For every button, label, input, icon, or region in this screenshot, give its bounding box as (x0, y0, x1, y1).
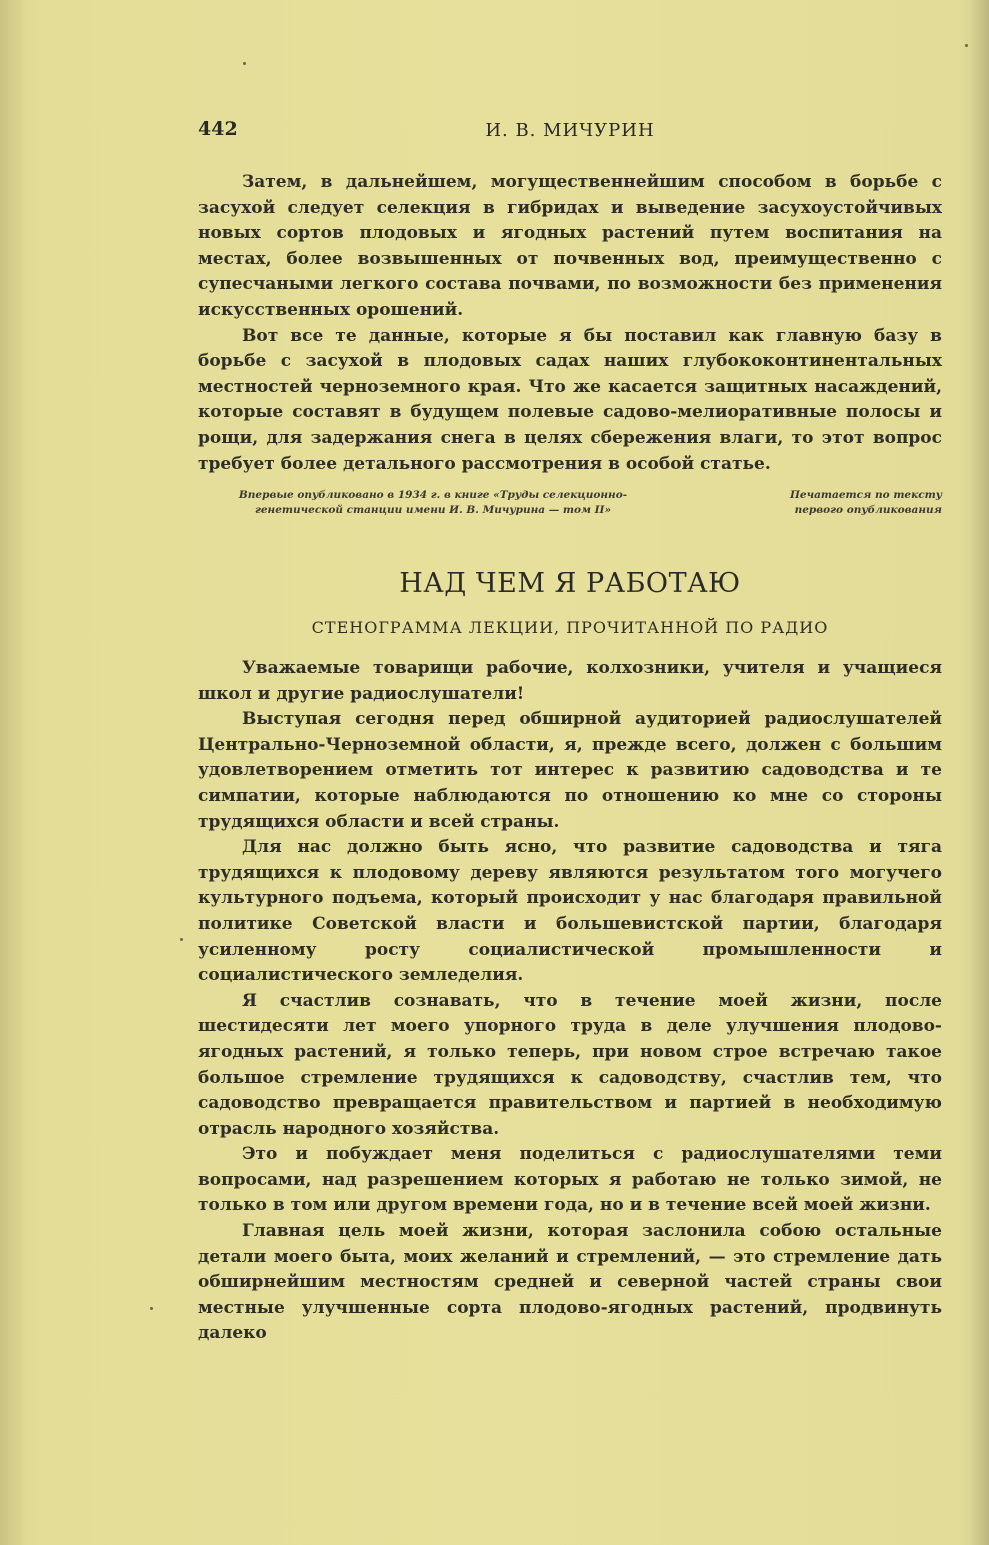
speck (150, 1307, 153, 1310)
top-text-block (198, 170, 942, 477)
first-published-note (198, 488, 668, 518)
speck (965, 44, 968, 47)
paragraph: Выступая сегодня перед обширной аудиторией радиослушателей Центрально-Черноземной области, я, прежде всего, должен с большим удовлетворением отметить тот интерес к развитию садоводства и те симпатии, которые наблюдаются по отношению ко мне со стороны трудящихся области и всей страны. (198, 709, 942, 832)
paragraph: Уважаемые товарищи рабочие, колхозники, учителя и учащиеся школ и другие радиослушатели! (198, 658, 942, 704)
article-body (198, 656, 942, 1347)
printed-from-note (742, 488, 942, 518)
paragraph: Для нас должно быть ясно, что развитие садоводства и тяга трудящихся к плодовому дереву являются результатом того могучего культурного подъема, который происходит у нас благодаря правильной политике Советской власти и большевистской партии, благодаря усиленному росту социалистической промышленности и социалистического земледелия. (198, 837, 942, 986)
speck (180, 938, 183, 941)
article-subtitle: СТЕНОГРАММА ЛЕКЦИИ, ПРОЧИТАННОЙ ПО РАДИО (311, 618, 829, 637)
article-title: НАД ЧЕМ Я РАБОТАЮ (399, 568, 741, 599)
note-line: первого опубликования (794, 504, 942, 516)
page-number: 442 (198, 118, 238, 140)
paragraph: Затем, в дальнейшем, могущественнейшим способом в борьбе с засухой следует селекция в гибридах и выведение засухоустойчивых новых сортов плодовых и ягодных растений путем воспитания на местах, более возвышенных от почвенных вод, преимущественно с супесчаными легкого состава почвами, по возможности без применения искусственных орошений. (198, 172, 942, 320)
page-gutter-shadow (0, 0, 22, 1545)
page-header (198, 118, 942, 148)
page-edge (971, 0, 989, 1545)
publication-notes (198, 488, 942, 524)
note-line: Впервые опубликовано в 1934 г. в книге «Труды селекционно- (238, 489, 628, 501)
note-line: генетической станции имени И. В. Мичурина — том II» (254, 504, 612, 516)
speck (243, 62, 246, 65)
paragraph: Вот все те данные, которые я бы поставил как главную базу в борьбе с засухой в плодовых садах наших глубококонтинентальных местностей черноземного края. Что же касается защитных насаждений, которые составят в будущем полевые садово-мелиоративные полосы и рощи, для задержания снега в целях сбережения влаги, то этот вопрос требует более детального рассмотрения в особой статье. (198, 325, 942, 474)
paragraph: Это и побуждает меня поделиться с радиослушателями теми вопросами, над разрешением которых я работаю не только зимой, не только в том или другом времени года, но и в течение всей моей жизни. (198, 1144, 942, 1216)
running-head: И. В. МИЧУРИН (485, 120, 655, 141)
paragraph: Главная цель моей жизни, которая заслонила собою остальные детали моего быта, моих желаний и стремлений, — это стремление дать обширнейшим местностям средней и северной частей страны свои местные улучшенные сорта плодово-ягодных растений, продвинуть далеко (198, 1221, 942, 1344)
paragraph: Я счастлив сознавать, что в течение моей жизни, после шестидесяти лет моего упорного труда в деле улучшения плодово-ягодных растений, я только теперь, при новом строе встречаю такое большое стремление трудящихся к садоводству, счастлив тем, что садоводство превращается правительством и партией в необходимую отрасль народного хозяйства. (198, 990, 942, 1139)
note-line: Печатается по тексту (790, 489, 942, 501)
